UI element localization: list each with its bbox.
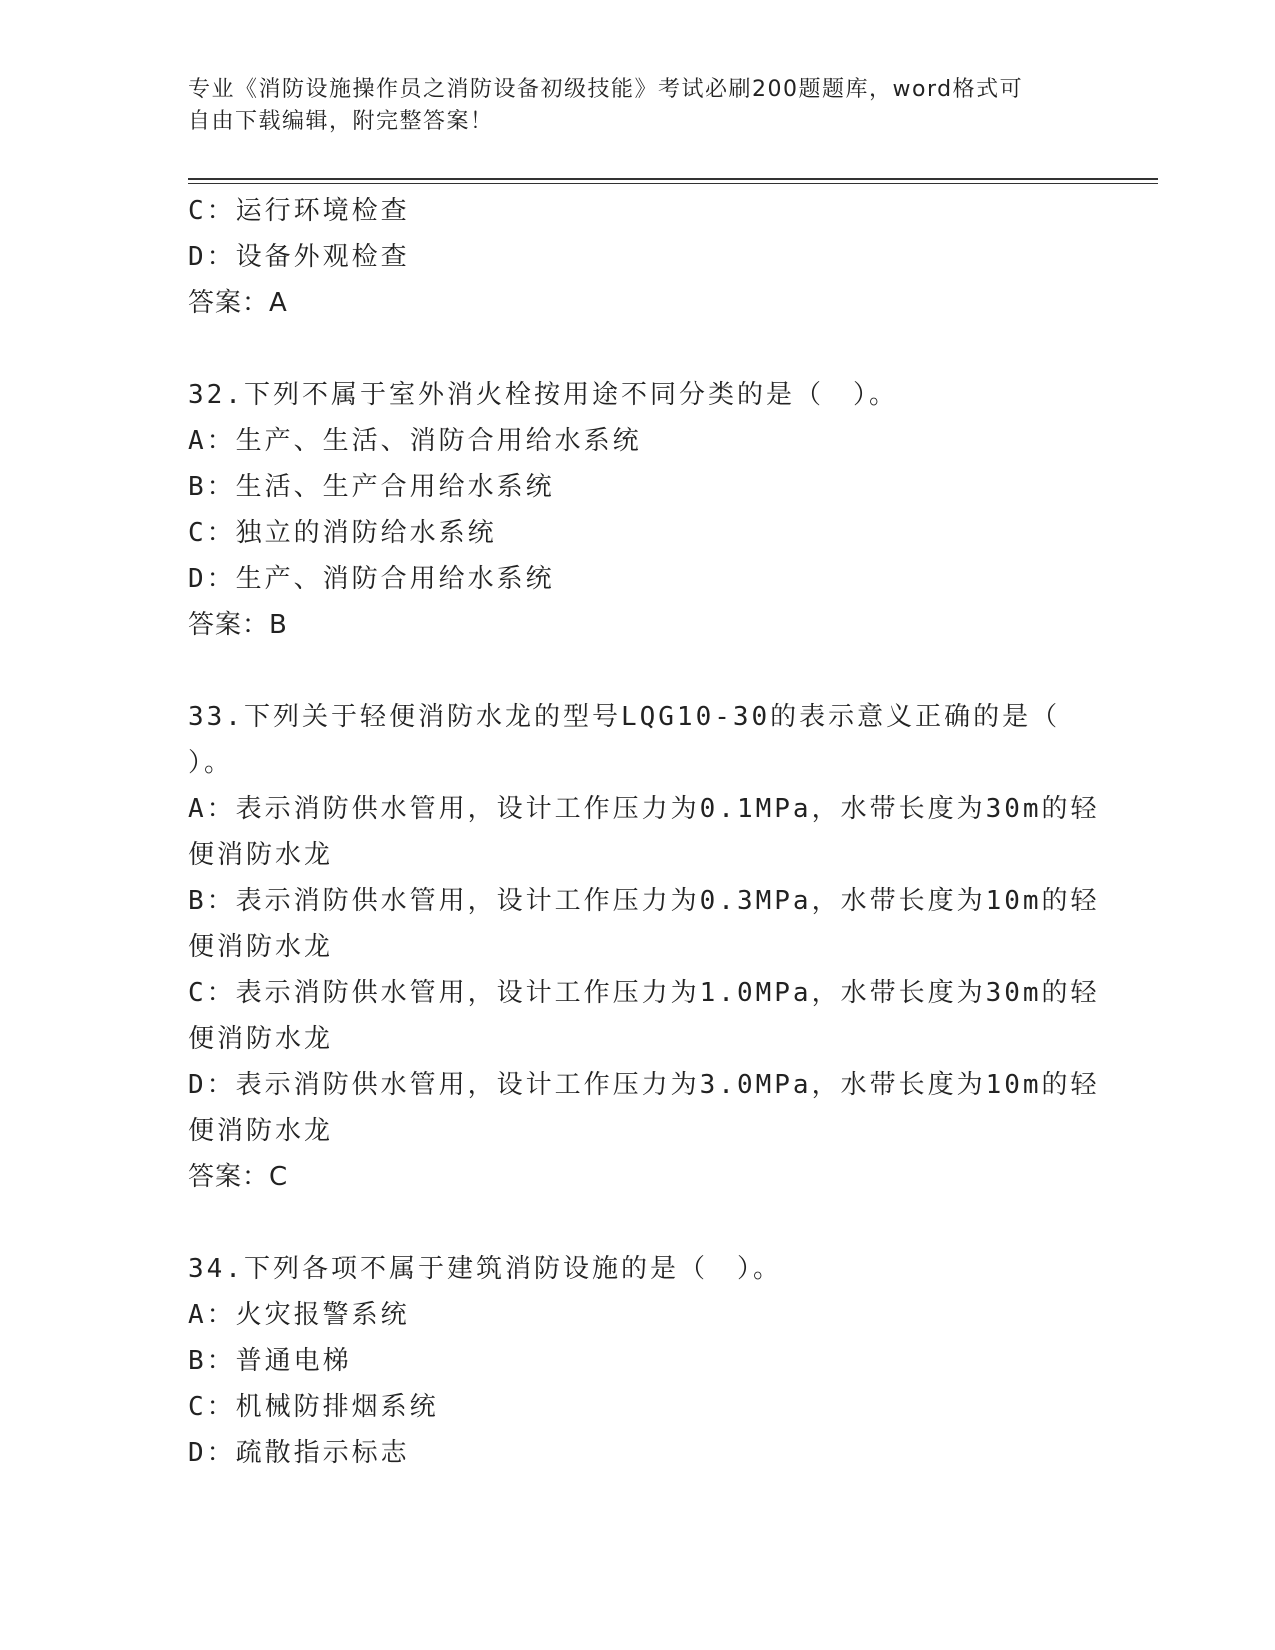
question-33-answer: 答案：C — [188, 1162, 289, 1192]
question-33-option-a-line-2: 便消防水龙 — [188, 840, 334, 870]
spacer — [188, 648, 1088, 694]
question-33-option-a-line-1: A：表示消防供水管用，设计工作压力为0.1MPa，水带长度为30m的轻 — [188, 794, 1100, 824]
question-33-option-d-line-1: D：表示消防供水管用，设计工作压力为3.0MPa，水带长度为10m的轻 — [188, 1070, 1100, 1100]
answer-line: 答案：A — [188, 288, 288, 318]
question-34-stem: 34.下列各项不属于建筑消防设施的是（ ）。 — [188, 1254, 782, 1284]
document-header — [188, 74, 1088, 138]
question-32-option-c: C：独立的消防给水系统 — [188, 518, 497, 548]
header-divider-thin — [188, 183, 1158, 184]
spacer — [188, 326, 1088, 372]
header-line-1: 专业《消防设施操作员之消防设备初级技能》考试必刷200题题库，word格式可 — [188, 77, 1024, 102]
question-33-option-c-line-2: 便消防水龙 — [188, 1024, 334, 1054]
question-34-option-a: A：火灾报警系统 — [188, 1300, 410, 1330]
question-32-answer: 答案：B — [188, 610, 288, 640]
question-34-option-d: D：疏散指示标志 — [188, 1438, 410, 1468]
question-33-option-d-line-2: 便消防水龙 — [188, 1116, 334, 1146]
question-32-option-b: B：生活、生产合用给水系统 — [188, 472, 555, 502]
question-32-stem: 32.下列不属于室外消火栓按用途不同分类的是（ ）。 — [188, 380, 898, 410]
question-34-option-c: C：机械防排烟系统 — [188, 1392, 439, 1422]
question-33-stem-line-2: ）。 — [188, 748, 234, 778]
question-33-stem-line-1: 33.下列关于轻便消防水龙的型号LQG10-30的表示意义正确的是（ — [188, 702, 1061, 732]
question-33-option-c-line-1: C：表示消防供水管用，设计工作压力为1.0MPa，水带长度为30m的轻 — [188, 978, 1100, 1008]
header-divider-thick — [188, 178, 1158, 180]
question-33-option-b-line-2: 便消防水龙 — [188, 932, 334, 962]
question-32-option-a: A：生产、生活、消防合用给水系统 — [188, 426, 642, 456]
option-c: C：运行环境检查 — [188, 196, 410, 226]
question-33-option-b-line-1: B：表示消防供水管用，设计工作压力为0.3MPa，水带长度为10m的轻 — [188, 886, 1100, 916]
question-32-option-d: D：生产、消防合用给水系统 — [188, 564, 555, 594]
header-line-2: 自由下载编辑，附完整答案！ — [188, 109, 494, 134]
question-content — [188, 188, 1100, 1476]
spacer — [188, 1200, 1088, 1246]
question-34-option-b: B：普通电梯 — [188, 1346, 352, 1376]
option-d: D：设备外观检查 — [188, 242, 410, 272]
